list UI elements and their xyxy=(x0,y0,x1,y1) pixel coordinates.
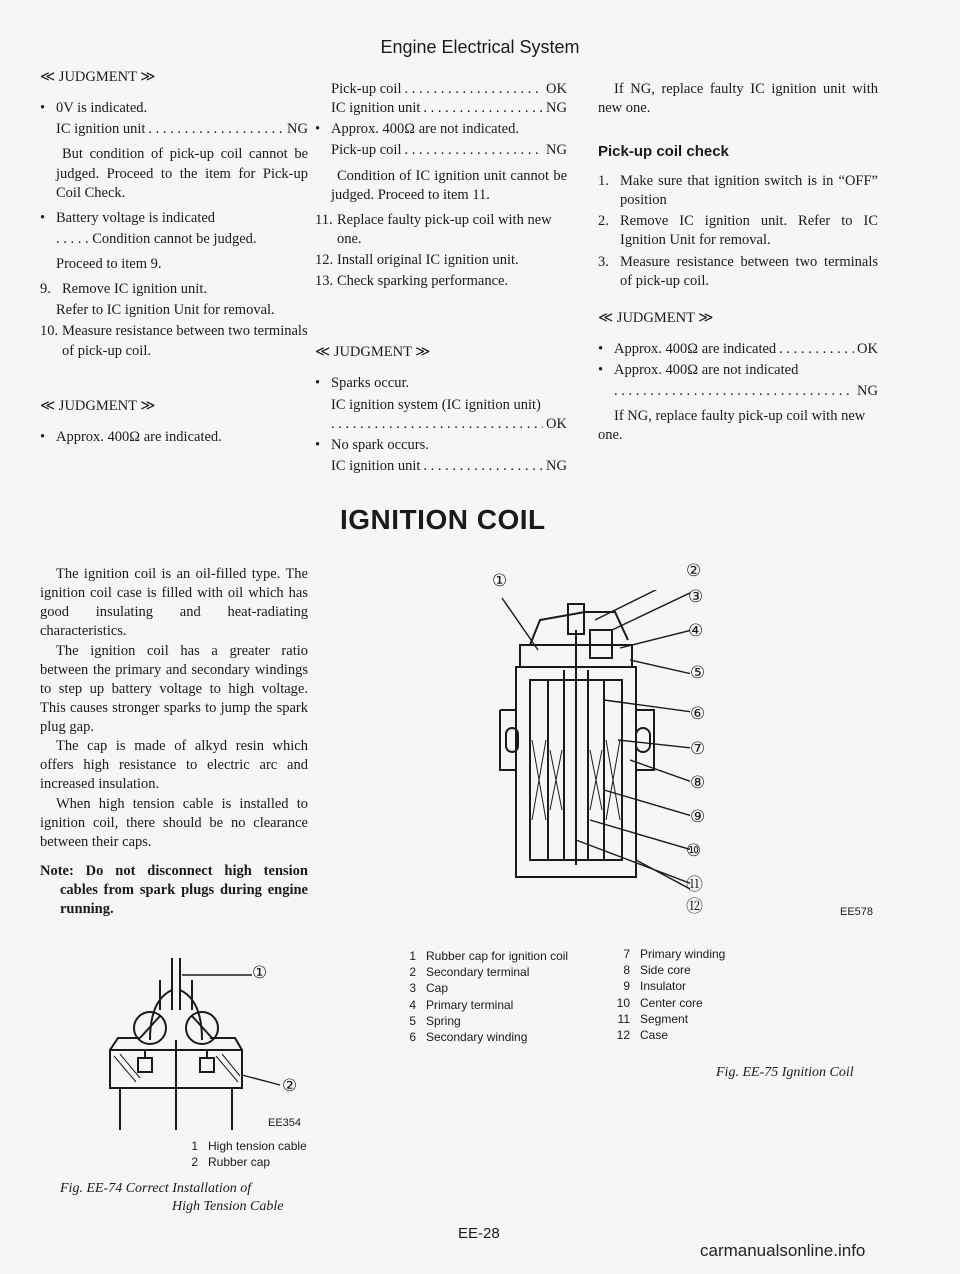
middle-column xyxy=(315,80,567,476)
leader-line: . . . OK xyxy=(315,415,567,434)
fig-ee75-legend-right xyxy=(612,946,725,1043)
step-3: 3. Measure resistance between two terminals of pick-up coil. xyxy=(598,253,878,289)
bullet: • Approx. 400Ω are not indicated. xyxy=(315,120,567,139)
left-column xyxy=(40,62,308,449)
page-header: Engine Electrical System xyxy=(380,37,580,57)
condition-line: . . . . . Condition cannot be judged. xyxy=(56,230,257,247)
step-2: 2. Remove IC ignition unit. Refer to IC Ignition Unit for removal. xyxy=(598,213,878,249)
section-heading: Pick-up coil check xyxy=(598,143,729,161)
legend-item: 6 Secondary winding xyxy=(409,1029,528,1044)
step-9: 9. Remove IC ignition unit. xyxy=(40,281,207,298)
legend-item: 1 Rubber cap for ignition coil xyxy=(409,949,569,963)
right-column xyxy=(598,80,878,452)
legend-item: 2 Secondary terminal xyxy=(409,965,530,980)
leader-line: Pick-up coil . . . NG xyxy=(315,141,567,160)
legend-item: 4 Primary terminal xyxy=(409,997,514,1012)
bullet-battery: • Battery voltage is indicated xyxy=(40,209,308,228)
bullet: • No spark occurs. xyxy=(315,436,567,455)
paragraph: If NG, replace faulty IC ignition unit with new one. xyxy=(598,81,878,117)
judgment-heading: ≪ JUDGMENT ≫ xyxy=(40,69,156,85)
callout-11: ⑪ xyxy=(686,875,703,894)
section-title: IGNITION COIL xyxy=(340,504,546,535)
callout-2: ② xyxy=(686,561,702,580)
callout-2: ② xyxy=(282,1076,298,1095)
callout-3: ③ xyxy=(688,587,704,606)
step-11: 11. Replace faulty pick-up coil with new one. xyxy=(315,211,552,247)
callout-4: ④ xyxy=(688,621,704,640)
legend-item: 12 Case xyxy=(616,1027,669,1042)
callout-12: ⑫ xyxy=(686,897,703,916)
legend-item: 9 Insulator xyxy=(623,979,687,994)
bullet: • Sparks occur. xyxy=(315,374,567,393)
legend-item: 3 Cap xyxy=(409,981,449,996)
callout-8: ⑧ xyxy=(690,773,706,792)
callout-7: ⑦ xyxy=(690,739,706,758)
callout-10: ⑩ xyxy=(686,841,702,860)
leader-line: IC ignition unit . . . NG xyxy=(315,99,567,118)
callout-1: ① xyxy=(252,963,268,982)
step-13: 13. Check sparking performance. xyxy=(315,273,509,290)
bullet-400: • Approx. 400Ω are indicated. xyxy=(40,428,308,447)
fig-ee74-legend xyxy=(180,1138,307,1170)
note: Note: Do not disconnect high tension cables from spark plugs during engine running. xyxy=(40,862,308,918)
intro-text: The ignition coil is an oil-filled type. The ignition coil case is filled with oil which has good insulating and heat-radiating characteristics. The ignition coil has a greater ratio between the primary and secondary windings to step up battery voltage to high voltage. This causes stronger sparks to jump the spark plug gap. The cap is made of alkyd resin which offers high resistance to electric arc and increased insulation. When high tension cable is installed to ignition coil, there should be no clearance between their caps. Note: Do not disconnect high tension cables from spark plugs during engine running. xyxy=(40,565,308,919)
fig-ee75-caption: Fig. EE-75 Ignition Coil xyxy=(716,1065,854,1080)
callout-5: ⑤ xyxy=(690,663,706,682)
judgment-heading: ≪ JUDGMENT ≫ xyxy=(315,344,431,361)
callout-6: ⑥ xyxy=(690,704,706,723)
leader-line: IC ignition unit . . . NG xyxy=(40,120,308,139)
step-10: 10. Measure resistance between two terminals of pick-up coil. xyxy=(40,323,308,359)
fig-ee74-caption: Fig. EE-74 Correct Installation of High Tension Cable xyxy=(60,1181,284,1215)
watermark: carmanualsonline.info xyxy=(700,1241,866,1260)
legend-item: 7 Primary winding xyxy=(623,947,726,961)
bullet-leader: • Approx. 400Ω are indicated . . . OK xyxy=(598,340,878,359)
step-9-detail: Refer to IC ignition Unit for removal. xyxy=(56,302,275,319)
leader-line: Pick-up coil . . . OK xyxy=(315,80,567,99)
step-1: 1. Make sure that ignition switch is in “OFF” position xyxy=(598,173,878,209)
paragraph: But condition of pick-up coil cannot be judged. Proceed to the item for Pick-up Coil Check. xyxy=(56,146,308,201)
paragraph: Condition of IC ignition unit cannot be judged. Proceed to item 11. xyxy=(331,167,567,203)
page-number: EE-28 xyxy=(458,1225,500,1242)
fig-code: EE578 xyxy=(840,906,874,918)
bullet-0v: • 0V is indicated. xyxy=(40,99,308,118)
legend-item: 2 Rubber cap xyxy=(191,1155,271,1170)
bullet: • Approx. 400Ω are not indicated xyxy=(598,361,878,380)
leader-line: IC ignition unit . . . NG xyxy=(315,457,567,476)
judgment-heading: ≪ JUDGMENT ≫ xyxy=(598,309,714,326)
paragraph: Proceed to item 9. xyxy=(56,256,162,272)
judgment-heading: ≪ JUDGMENT ≫ xyxy=(40,397,156,414)
legend-item: 11 Segment xyxy=(617,1011,689,1026)
legend-item: 1 High tension cable xyxy=(191,1139,307,1153)
legend-item: 8 Side core xyxy=(623,963,691,978)
legend-item: 5 Spring xyxy=(409,1013,461,1028)
detail: IC ignition system (IC ignition unit) xyxy=(331,396,541,413)
leader-line: . . . NG xyxy=(598,382,878,401)
callout-9: ⑨ xyxy=(690,807,706,826)
step-12: 12. Install original IC ignition unit. xyxy=(315,252,519,268)
callout-1: ① xyxy=(492,571,508,590)
fig-code: EE354 xyxy=(268,1117,302,1129)
paragraph: If NG, replace faulty pick-up coil with new one. xyxy=(598,408,866,444)
fig-ee75-diagram xyxy=(480,590,690,890)
fig-ee74-diagram xyxy=(100,950,320,1135)
fig-ee75-legend-left xyxy=(398,948,568,1045)
legend-item: 10 Center core xyxy=(616,995,703,1010)
